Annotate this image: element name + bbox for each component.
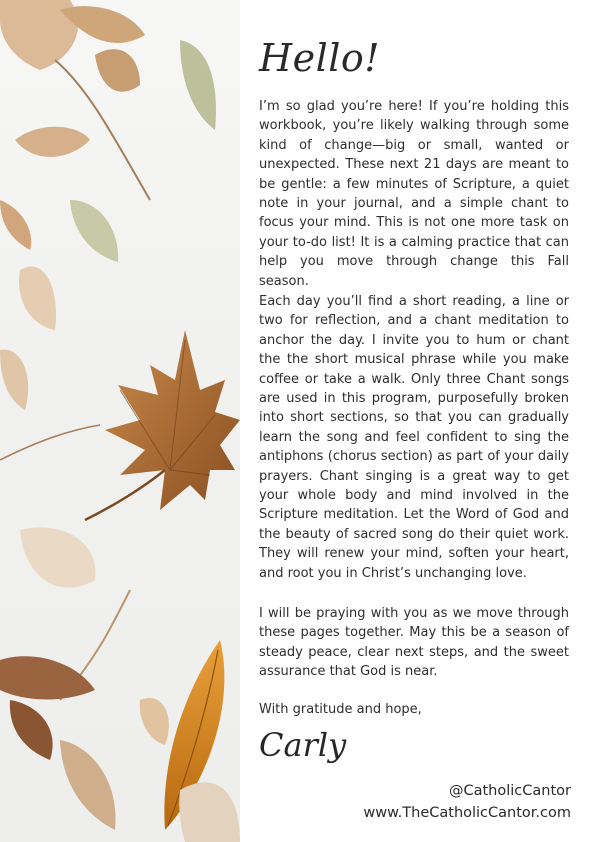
intro-paragraph: I’m so glad you’re here! If you’re holding this workbook, you’re likely walking through some kind of change—big or small, wanted or unexpected. These next 21 days are meant to be gentle: a few minutes of Scripture, a quiet note in your journal, and a simple chant to focus your mind. This is not one more task on your to-do list! It is a calming practice that can help you move through change this Fall season. bbox=[259, 99, 569, 289]
leaf-tan-bottom-2 bbox=[140, 698, 169, 745]
leaf-tan-left bbox=[0, 200, 31, 250]
autumn-leaves-image bbox=[0, 0, 240, 842]
letter-content bbox=[259, 0, 571, 842]
maple-leaf bbox=[105, 330, 240, 510]
leaf-brown-lower bbox=[0, 656, 95, 699]
signature: Carly bbox=[259, 726, 347, 764]
leaf-tan-bottom bbox=[60, 740, 116, 830]
leaf-dry-1 bbox=[95, 49, 140, 92]
website-link[interactable]: www.TheCatholicCantor.com bbox=[363, 805, 571, 821]
closing-line: With gratitude and hope, bbox=[259, 702, 422, 717]
leaf-pale-left-2 bbox=[0, 349, 28, 410]
leaf-sage-mid bbox=[70, 200, 118, 262]
program-paragraph: Each day you’ll find a short reading, a line or two for reflection, and a chant meditation to anchor the day. I invite you to hum or chant the the short musical phrase while you make coffee or take a walk. Only three Chant songs are used in this program, purposefully broken into short sections, so that you can gradually learn the song and feel confident to sing the antiphons (chorus section) as part of your daily prayers. Chant singing is a great way to get your whole body and mind involved in the Scripture meditation. Let the Word of God and the beauty of sacred song do their quiet work. They will renew your mind, soften your heart, and root you in Christ’s unchanging love. bbox=[259, 294, 569, 581]
greeting-heading: Hello! bbox=[259, 36, 381, 80]
leaf-tan-mid-left bbox=[15, 127, 90, 157]
social-handle: @CatholicCantor bbox=[448, 783, 571, 799]
leaf-pale-left bbox=[19, 266, 56, 330]
maple-stem bbox=[85, 470, 165, 520]
blessing-paragraph: I will be praying with you as we move through these pages together. May this be a season of steady peace, clear next steps, and the sweet assurance that God is near. bbox=[259, 606, 569, 680]
leaf-brown-lower-2 bbox=[10, 700, 53, 760]
stem-mid bbox=[0, 425, 100, 460]
leaf-pale-bottom-right bbox=[179, 782, 240, 842]
leaf-sage-top bbox=[180, 40, 216, 130]
leaf-pale-lower bbox=[20, 527, 95, 587]
leaves-illustration bbox=[0, 0, 240, 842]
